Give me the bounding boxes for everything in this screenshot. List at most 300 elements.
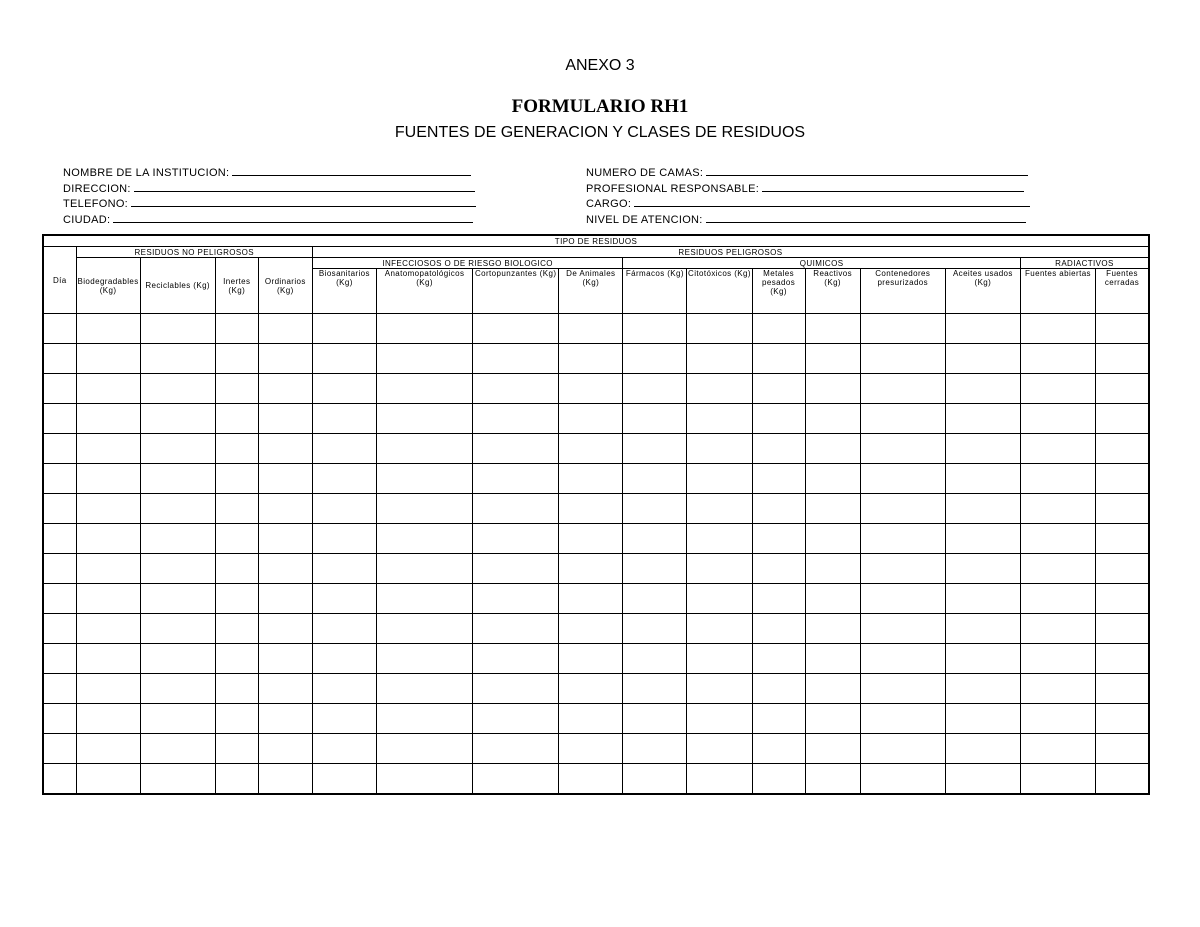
address-field[interactable] (63, 181, 476, 197)
entry-cell[interactable] (473, 704, 559, 734)
day-cell[interactable] (43, 584, 76, 614)
entry-cell[interactable] (215, 704, 258, 734)
entry-cell[interactable] (559, 494, 623, 524)
phone-field[interactable] (63, 196, 476, 212)
entry-cell[interactable] (687, 434, 752, 464)
day-cell[interactable] (43, 734, 76, 764)
entry-cell[interactable] (559, 764, 623, 795)
entry-cell[interactable] (258, 554, 312, 584)
entry-cell[interactable] (623, 524, 687, 554)
entry-cell[interactable] (1020, 674, 1095, 704)
entry-cell[interactable] (140, 704, 215, 734)
entry-cell[interactable] (473, 524, 559, 554)
entry-cell[interactable] (1096, 344, 1149, 374)
entry-cell[interactable] (945, 404, 1020, 434)
entry-cell[interactable] (473, 374, 559, 404)
entry-cell[interactable] (76, 314, 140, 344)
entry-cell[interactable] (473, 494, 559, 524)
entry-cell[interactable] (559, 644, 623, 674)
entry-cell[interactable] (860, 494, 945, 524)
entry-cell[interactable] (945, 644, 1020, 674)
entry-cell[interactable] (215, 344, 258, 374)
entry-cell[interactable] (1096, 734, 1149, 764)
entry-cell[interactable] (215, 494, 258, 524)
entry-cell[interactable] (1020, 464, 1095, 494)
entry-cell[interactable] (1020, 404, 1095, 434)
entry-cell[interactable] (215, 764, 258, 795)
entry-cell[interactable] (860, 434, 945, 464)
entry-cell[interactable] (473, 734, 559, 764)
bed-count-field[interactable] (586, 165, 1030, 181)
entry-cell[interactable] (559, 374, 623, 404)
entry-cell[interactable] (805, 734, 860, 764)
table-row (43, 764, 1149, 795)
entry-cell[interactable] (76, 434, 140, 464)
entry-cell[interactable] (623, 674, 687, 704)
entry-cell[interactable] (376, 344, 472, 374)
position-field[interactable] (586, 196, 1030, 212)
entry-cell[interactable] (76, 734, 140, 764)
entry-cell[interactable] (752, 734, 805, 764)
blank-line[interactable] (232, 165, 471, 176)
entry-cell[interactable] (805, 494, 860, 524)
table-row (43, 374, 1149, 404)
entry-cell[interactable] (559, 344, 623, 374)
entry-cell[interactable] (805, 764, 860, 795)
entry-cell[interactable] (76, 704, 140, 734)
entry-cell[interactable] (76, 614, 140, 644)
blank-line[interactable] (706, 165, 1028, 176)
entry-cell[interactable] (752, 704, 805, 734)
entry-cell[interactable] (376, 554, 472, 584)
entry-cell[interactable] (215, 734, 258, 764)
entry-cell[interactable] (258, 764, 312, 795)
responsible-professional-field[interactable] (586, 181, 1030, 197)
entry-cell[interactable] (1020, 344, 1095, 374)
entry-cell[interactable] (1096, 764, 1149, 795)
entry-cell[interactable] (473, 584, 559, 614)
entry-cell[interactable] (258, 734, 312, 764)
entry-cell[interactable] (312, 734, 376, 764)
entry-cell[interactable] (623, 374, 687, 404)
care-level-field[interactable] (586, 212, 1030, 228)
entry-cell[interactable] (312, 464, 376, 494)
entry-cell[interactable] (258, 344, 312, 374)
entry-cell[interactable] (945, 584, 1020, 614)
entry-cell[interactable] (687, 674, 752, 704)
table-row (43, 734, 1149, 764)
entry-cell[interactable] (376, 614, 472, 644)
entry-cell[interactable] (1020, 554, 1095, 584)
entry-cell[interactable] (376, 494, 472, 524)
entry-cell[interactable] (1096, 314, 1149, 344)
entry-cell[interactable] (376, 374, 472, 404)
entry-cell[interactable] (1020, 764, 1095, 795)
entry-cell[interactable] (76, 464, 140, 494)
entry-cell[interactable] (140, 734, 215, 764)
entry-cell[interactable] (1020, 494, 1095, 524)
entry-cell[interactable] (805, 434, 860, 464)
entry-cell[interactable] (140, 344, 215, 374)
entry-cell[interactable] (687, 344, 752, 374)
entry-cell[interactable] (805, 554, 860, 584)
entry-cell[interactable] (258, 644, 312, 674)
entry-cell[interactable] (805, 404, 860, 434)
entry-cell[interactable] (752, 584, 805, 614)
entry-cell[interactable] (752, 464, 805, 494)
entry-cell[interactable] (215, 554, 258, 584)
entry-cell[interactable] (1096, 494, 1149, 524)
entry-cell[interactable] (258, 524, 312, 554)
entry-cell[interactable] (1020, 614, 1095, 644)
entry-cell[interactable] (1096, 524, 1149, 554)
entry-cell[interactable] (376, 644, 472, 674)
entry-cell[interactable] (687, 404, 752, 434)
day-cell[interactable] (43, 344, 76, 374)
entry-cell[interactable] (945, 704, 1020, 734)
entry-cell[interactable] (312, 584, 376, 614)
entry-cell[interactable] (1096, 584, 1149, 614)
table-row (43, 674, 1149, 704)
entry-cell[interactable] (945, 734, 1020, 764)
blank-line[interactable] (113, 212, 473, 223)
entry-cell[interactable] (945, 554, 1020, 584)
entry-cell[interactable] (559, 584, 623, 614)
entry-cell[interactable] (687, 764, 752, 795)
entry-cell[interactable] (1096, 704, 1149, 734)
entry-cell[interactable] (140, 494, 215, 524)
entry-cell[interactable] (76, 674, 140, 704)
entry-cell[interactable] (945, 614, 1020, 644)
entry-cell[interactable] (860, 404, 945, 434)
day-cell[interactable] (43, 434, 76, 464)
entry-cell[interactable] (860, 644, 945, 674)
entry-cell[interactable] (860, 314, 945, 344)
day-cell[interactable] (43, 404, 76, 434)
entry-cell[interactable] (1096, 464, 1149, 494)
entry-cell[interactable] (1096, 614, 1149, 644)
entry-cell[interactable] (258, 674, 312, 704)
entry-cell[interactable] (752, 434, 805, 464)
entry-cell[interactable] (473, 314, 559, 344)
entry-cell[interactable] (473, 434, 559, 464)
entry-cell[interactable] (76, 764, 140, 795)
entry-cell[interactable] (140, 644, 215, 674)
entry-cell[interactable] (376, 704, 472, 734)
day-cell[interactable] (43, 554, 76, 584)
entry-cell[interactable] (76, 644, 140, 674)
entry-cell[interactable] (559, 704, 623, 734)
entry-cell[interactable] (312, 374, 376, 404)
entry-cell[interactable] (752, 614, 805, 644)
entry-cell[interactable] (1020, 524, 1095, 554)
entry-cell[interactable] (623, 704, 687, 734)
entry-cell[interactable] (312, 704, 376, 734)
entry-cell[interactable] (752, 494, 805, 524)
blank-line[interactable] (762, 181, 1024, 192)
entry-cell[interactable] (945, 374, 1020, 404)
entry-cell[interactable] (805, 584, 860, 614)
entry-cell[interactable] (258, 704, 312, 734)
entry-cell[interactable] (312, 764, 376, 795)
blank-line[interactable] (131, 196, 476, 207)
entry-cell[interactable] (559, 614, 623, 644)
entry-cell[interactable] (215, 614, 258, 644)
entry-cell[interactable] (623, 614, 687, 644)
entry-cell[interactable] (860, 584, 945, 614)
entry-cell[interactable] (140, 614, 215, 644)
entry-cell[interactable] (76, 404, 140, 434)
entry-cell[interactable] (860, 764, 945, 795)
day-cell[interactable] (43, 644, 76, 674)
entry-cell[interactable] (687, 644, 752, 674)
entry-cell[interactable] (945, 314, 1020, 344)
entry-cell[interactable] (376, 674, 472, 704)
entry-cell[interactable] (473, 404, 559, 434)
entry-cell[interactable] (752, 344, 805, 374)
entry-cell[interactable] (752, 644, 805, 674)
entry-cell[interactable] (945, 764, 1020, 795)
entry-cell[interactable] (860, 674, 945, 704)
entry-cell[interactable] (623, 554, 687, 584)
entry-cell[interactable] (752, 314, 805, 344)
entry-cell[interactable] (140, 464, 215, 494)
entry-cell[interactable] (76, 554, 140, 584)
entry-cell[interactable] (215, 314, 258, 344)
entry-cell[interactable] (805, 674, 860, 704)
entry-cell[interactable] (623, 314, 687, 344)
entry-cell[interactable] (312, 404, 376, 434)
entry-cell[interactable] (1020, 704, 1095, 734)
entry-cell[interactable] (76, 494, 140, 524)
day-cell[interactable] (43, 764, 76, 795)
entry-cell[interactable] (215, 434, 258, 464)
day-cell[interactable] (43, 524, 76, 554)
institution-name-field[interactable] (63, 165, 476, 181)
entry-cell[interactable] (752, 374, 805, 404)
day-cell[interactable] (43, 704, 76, 734)
entry-cell[interactable] (1020, 374, 1095, 404)
entry-cell[interactable] (76, 524, 140, 554)
entry-cell[interactable] (376, 584, 472, 614)
entry-cell[interactable] (805, 704, 860, 734)
entry-cell[interactable] (559, 734, 623, 764)
entry-cell[interactable] (376, 524, 472, 554)
entry-cell[interactable] (860, 734, 945, 764)
entry-cell[interactable] (312, 434, 376, 464)
entry-cell[interactable] (623, 434, 687, 464)
entry-cell[interactable] (752, 554, 805, 584)
entry-cell[interactable] (473, 464, 559, 494)
entry-cell[interactable] (623, 404, 687, 434)
entry-cell[interactable] (623, 584, 687, 614)
entry-cell[interactable] (1096, 644, 1149, 674)
entry-cell[interactable] (687, 314, 752, 344)
entry-cell[interactable] (258, 494, 312, 524)
entry-cell[interactable] (76, 374, 140, 404)
entry-cell[interactable] (945, 434, 1020, 464)
entry-cell[interactable] (559, 404, 623, 434)
day-cell[interactable] (43, 314, 76, 344)
entry-cell[interactable] (140, 674, 215, 704)
entry-cell[interactable] (215, 644, 258, 674)
blank-line[interactable] (134, 181, 475, 192)
institution-fields (63, 165, 476, 227)
entry-cell[interactable] (215, 584, 258, 614)
entry-cell[interactable] (860, 524, 945, 554)
table-row (43, 314, 1149, 344)
entry-cell[interactable] (473, 614, 559, 644)
entry-cell[interactable] (258, 404, 312, 434)
entry-cell[interactable] (1020, 644, 1095, 674)
entry-cell[interactable] (312, 344, 376, 374)
entry-cell[interactable] (140, 524, 215, 554)
entry-cell[interactable] (860, 464, 945, 494)
entry-cell[interactable] (945, 494, 1020, 524)
blank-line[interactable] (706, 212, 1026, 223)
entry-cell[interactable] (687, 734, 752, 764)
entry-cell[interactable] (687, 494, 752, 524)
annex-label: ANEXO 3 (565, 57, 635, 74)
entry-cell[interactable] (805, 614, 860, 644)
entry-cell[interactable] (752, 404, 805, 434)
entry-cell[interactable] (559, 524, 623, 554)
entry-cell[interactable] (805, 644, 860, 674)
entry-cell[interactable] (752, 524, 805, 554)
entry-cell[interactable] (376, 434, 472, 464)
entry-cell[interactable] (860, 614, 945, 644)
entry-cell[interactable] (258, 614, 312, 644)
entry-cell[interactable] (215, 404, 258, 434)
day-cell[interactable] (43, 464, 76, 494)
entry-cell[interactable] (860, 704, 945, 734)
entry-cell[interactable] (945, 344, 1020, 374)
entry-cell[interactable] (76, 584, 140, 614)
entry-cell[interactable] (623, 644, 687, 674)
entry-cell[interactable] (623, 464, 687, 494)
entry-cell[interactable] (805, 374, 860, 404)
entry-cell[interactable] (805, 314, 860, 344)
entry-cell[interactable] (215, 464, 258, 494)
entry-cell[interactable] (312, 524, 376, 554)
entry-cell[interactable] (623, 734, 687, 764)
day-cell[interactable] (43, 614, 76, 644)
entry-cell[interactable] (1096, 554, 1149, 584)
entry-cell[interactable] (312, 554, 376, 584)
entry-cell[interactable] (258, 464, 312, 494)
entry-cell[interactable] (687, 584, 752, 614)
entry-cell[interactable] (687, 704, 752, 734)
entry-cell[interactable] (140, 374, 215, 404)
entry-cell[interactable] (312, 644, 376, 674)
entry-cell[interactable] (258, 374, 312, 404)
entry-cell[interactable] (687, 554, 752, 584)
entry-cell[interactable] (473, 764, 559, 795)
entry-cell[interactable] (687, 524, 752, 554)
entry-cell[interactable] (1020, 734, 1095, 764)
entry-cell[interactable] (376, 734, 472, 764)
entry-cell[interactable] (1020, 584, 1095, 614)
entry-cell[interactable] (258, 434, 312, 464)
field-label: CARGO: (586, 198, 632, 210)
table-row (43, 494, 1149, 524)
day-cell[interactable] (43, 674, 76, 704)
entry-cell[interactable] (559, 554, 623, 584)
col-header-reciclables: Reciclables (Kg) (140, 258, 215, 314)
entry-cell[interactable] (258, 314, 312, 344)
entry-cell[interactable] (687, 614, 752, 644)
entry-cell[interactable] (140, 584, 215, 614)
day-cell[interactable] (43, 374, 76, 404)
entry-cell[interactable] (215, 524, 258, 554)
entry-cell[interactable] (473, 344, 559, 374)
entry-cell[interactable] (258, 584, 312, 614)
entry-cell[interactable] (376, 764, 472, 795)
entry-cell[interactable] (473, 644, 559, 674)
entry-cell[interactable] (1096, 674, 1149, 704)
entry-cell[interactable] (76, 344, 140, 374)
entry-cell[interactable] (1096, 374, 1149, 404)
entry-cell[interactable] (312, 494, 376, 524)
entry-cell[interactable] (623, 344, 687, 374)
city-field[interactable] (63, 212, 476, 228)
entry-cell[interactable] (215, 674, 258, 704)
entry-cell[interactable] (376, 404, 472, 434)
entry-cell[interactable] (805, 464, 860, 494)
entry-cell[interactable] (140, 554, 215, 584)
entry-cell[interactable] (945, 674, 1020, 704)
entry-cell[interactable] (559, 314, 623, 344)
entry-cell[interactable] (376, 464, 472, 494)
entry-cell[interactable] (623, 764, 687, 795)
entry-cell[interactable] (140, 764, 215, 795)
day-cell[interactable] (43, 494, 76, 524)
entry-cell[interactable] (559, 434, 623, 464)
entry-cell[interactable] (215, 374, 258, 404)
entry-cell[interactable] (752, 674, 805, 704)
entry-cell[interactable] (623, 494, 687, 524)
blank-line[interactable] (634, 196, 1030, 207)
entry-cell[interactable] (312, 614, 376, 644)
entry-cell[interactable] (1096, 434, 1149, 464)
entry-cell[interactable] (140, 314, 215, 344)
entry-cell[interactable] (559, 674, 623, 704)
col-header-reactivos: Reactivos (Kg) (805, 269, 860, 314)
entry-cell[interactable] (860, 554, 945, 584)
entry-cell[interactable] (1020, 434, 1095, 464)
entry-cell[interactable] (312, 314, 376, 344)
entry-cell[interactable] (805, 524, 860, 554)
entry-cell[interactable] (473, 554, 559, 584)
entry-cell[interactable] (1096, 404, 1149, 434)
entry-cell[interactable] (559, 464, 623, 494)
waste-type-header: TIPO DE RESIDUOS (43, 235, 1149, 247)
entry-cell[interactable] (860, 374, 945, 404)
entry-cell[interactable] (473, 674, 559, 704)
entry-cell[interactable] (752, 764, 805, 795)
entry-cell[interactable] (376, 314, 472, 344)
entry-cell[interactable] (860, 344, 945, 374)
entry-cell[interactable] (687, 374, 752, 404)
entry-cell[interactable] (1020, 314, 1095, 344)
entry-cell[interactable] (140, 404, 215, 434)
entry-cell[interactable] (945, 464, 1020, 494)
entry-cell[interactable] (945, 524, 1020, 554)
entry-cell[interactable] (312, 674, 376, 704)
entry-cell[interactable] (140, 434, 215, 464)
entry-cell[interactable] (805, 344, 860, 374)
entry-cell[interactable] (687, 464, 752, 494)
